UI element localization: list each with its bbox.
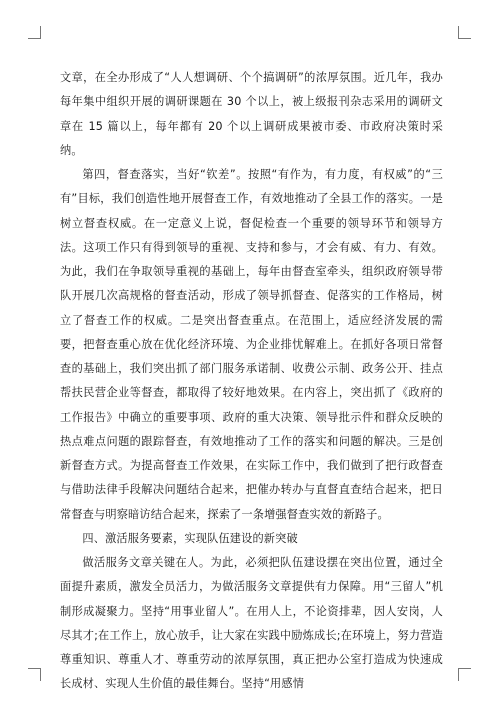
crop-mark-top-left — [28, 26, 41, 39]
section-heading: 四、激活服务要素，实现队伍建设的新突破 — [82, 531, 298, 545]
paragraph-continuation: 文章，在全办形成了“人人想调研、个个搞调研”的浓厚氛围。近几年，我办每年集中组织开展的调研课题在 30 个以上，被上级报刊杂志采用的调研文章在 15 篇以上，每年都有 20 个以上调研成果被市委、市政府决策时采纳。 — [60, 71, 443, 157]
crop-mark-top-right — [458, 26, 471, 39]
paragraph-team-building: 做活服务文章关键在人。为此，必须把队伍建设摆在突出位置，通过全面提升素质，激发全员活力，为做活服务文章提供有力保障。用“三留人”机制形成凝聚力。坚持“用事业留人”。在用人上，不论资排辈，因人安岗，人尽其才;在工作上，放心放手，让大家在实践中励炼成长;在环境上，努力营造尊重知识、尊重人才、尊重劳动的浓厚氛围，真正把办公室打造成为快速成长成材、实现人生价值的最佳舞台。坚持“用感情 — [60, 556, 443, 691]
crop-mark-bottom-left — [28, 668, 41, 681]
paragraph-supervision: 第四，督查落实，当好“钦差”。按照“有作为，有力度，有权威”的“三有”目标，我们创造性地开展督查工作，有效地推动了全县工作的落实。一是树立督查权威。在一定意义上说，督促检查一个重要的领导环节和领导方法。这项工作只有得到领导的重视、支持和参与，才会有威、有力、有效。为此，我们在争取领导重视的基础上，每年由督查室牵头，组织政府领导带队开展几次高规格的督查活动，形成了领导抓督查、促落实的工作格局，树立了督查工作的权威。二是突出督查重点。在范围上，适应经济发展的需要，把督查重心放在优化经济环境、为企业排忧解难上。在抓好各项日常督查的基础上，我们突出抓了部门服务承诺制、收费公示制、政务公开、挂点帮扶民营企业等督查，都取得了较好地效果。在内容上，突出抓了《政府的工作报告》中确立的重要事项、政府的重大决策、领导批示件和群众反映的热点难点问题的跟踪督查，有效地推动了工作的落实和问题的解决。三是创新督查方式。为提高督查工作效果，在实际工作中，我们做到了把行政督查与借助法律手段解决问题结合起来，把催办转办与直督直查结合起来，把日常督查与明察暗访结合起来，探索了一条增强督查实效的新路子。 — [60, 168, 443, 521]
document-body — [60, 66, 443, 697]
crop-mark-bottom-right — [458, 668, 471, 681]
